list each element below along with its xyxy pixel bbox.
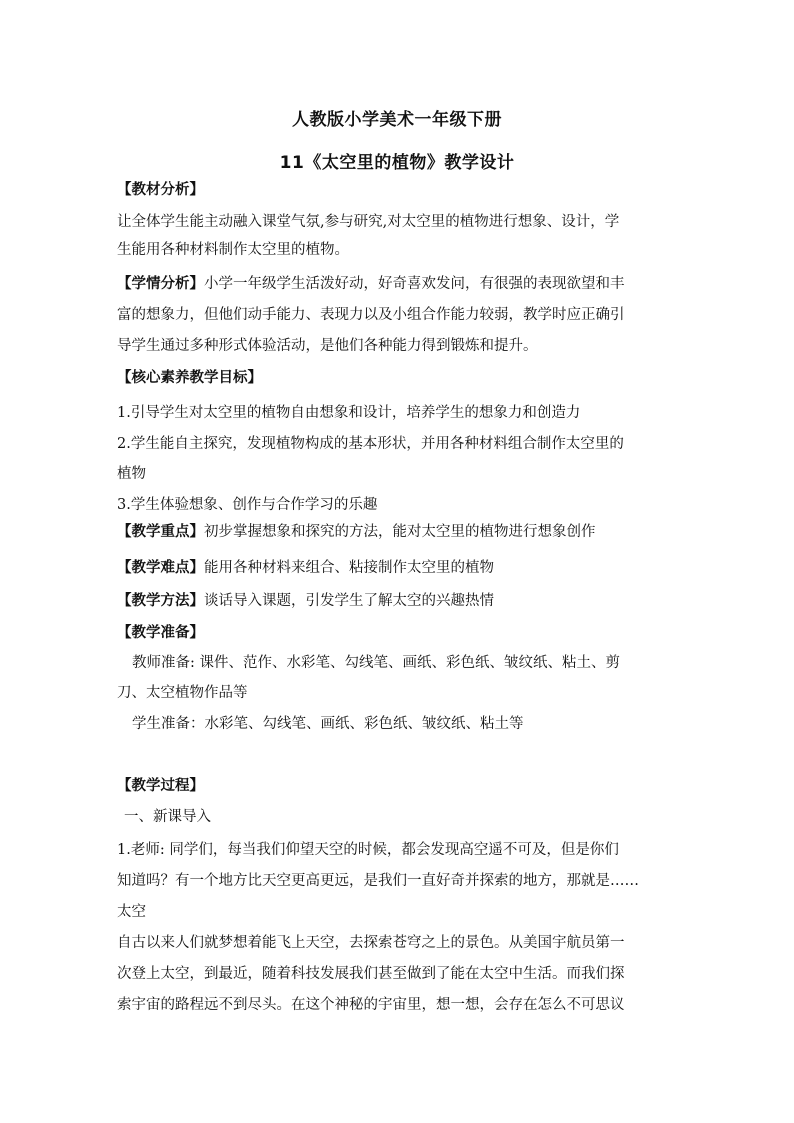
document-title: 人教版小学美术一年级下册 (292, 110, 502, 130)
process-line: 次登上太空，到最近，随着科技发展我们甚至做到了能在太空中生活。而我们探 (117, 966, 625, 982)
process-section-title: 一、新课导入 (124, 809, 211, 825)
difficulty-paragraph (117, 558, 677, 578)
process-line: 知道吗？有一个地方比天空更高更远，是我们一直好奇并探索的地方，那就是…… (117, 873, 639, 889)
objective-item-continuation: 植物 (117, 466, 146, 482)
process-heading: 【教学过程】 (117, 778, 204, 794)
material-analysis-line: 生能用各种材料制作太空里的植物。 (117, 242, 349, 258)
method-paragraph (117, 591, 677, 611)
student-preparation: 学生准备：水彩笔、勾线笔、画纸、彩色纸、皱纹纸、粘土等 (132, 716, 524, 732)
difficulty-heading: 【教学难点】 (117, 560, 204, 576)
learner-analysis-heading: 【学情分析】 (117, 276, 204, 292)
material-analysis-line: 让全体学生能主动融入课堂气氛,参与研究,对太空里的植物进行想象、设计，学 (117, 214, 620, 230)
preparation-heading: 【教学准备】 (117, 625, 204, 641)
difficulty-text: 能用各种材料来组合、粘接制作太空里的植物 (204, 560, 494, 576)
objective-item: 1.引导学生对太空里的植物自由想象和设计，培养学生的想象力和创造力 (117, 405, 581, 421)
teacher-preparation: 教师准备: 课件、范作、水彩笔、勾线笔、画纸、彩色纸、皱纹纸、粘土、剪 (132, 655, 620, 671)
objective-item: 2.学生能自主探究，发现植物构成的基本形状，并用各种材料组合制作太空里的 (117, 436, 624, 452)
teacher-preparation-continuation: 刀、太空植物作品等 (117, 685, 248, 701)
objective-item: 3.学生体验想象、创作与合作学习的乐趣 (117, 497, 378, 513)
material-analysis-heading: 【教材分析】 (117, 182, 204, 198)
key-point-heading: 【教学重点】 (117, 524, 204, 540)
learner-analysis-line: 富的想象力，但他们动手能力、表现力以及小组合作能力较弱，教学时应正确引 (117, 307, 625, 323)
method-heading: 【教学方法】 (117, 593, 204, 609)
learner-analysis-paragraph (117, 274, 677, 294)
document-subtitle: 11《太空里的植物》教学设计 (279, 153, 515, 173)
learner-analysis-line: 小学一年级学生活泼好动，好奇喜欢发问，有很强的表现欲望和丰 (204, 276, 625, 292)
method-text: 谈话导入课题，引发学生了解太空的兴趣热情 (204, 593, 494, 609)
key-point-text: 初步掌握想象和探究的方法，能对太空里的植物进行想象创作 (204, 524, 596, 540)
process-line: 太空 (117, 904, 146, 920)
objectives-heading: 【核心素养教学目标】 (117, 370, 262, 386)
process-line: 1.老师: 同学们，每当我们仰望天空的时候，都会发现高空遥不可及，但是你们 (117, 842, 619, 858)
process-line: 自古以来人们就梦想着能飞上天空，去探索苍穹之上的景色。从美国宇航员第一 (117, 935, 625, 951)
learner-analysis-line: 导学生通过多种形式体验活动，是他们各种能力得到锻炼和提升。 (117, 338, 538, 354)
key-point-paragraph (117, 522, 677, 542)
process-line: 索宇宙的路程远不到尽头。在这个神秘的宇宙里，想一想，会存在怎么不可思议 (117, 997, 625, 1013)
